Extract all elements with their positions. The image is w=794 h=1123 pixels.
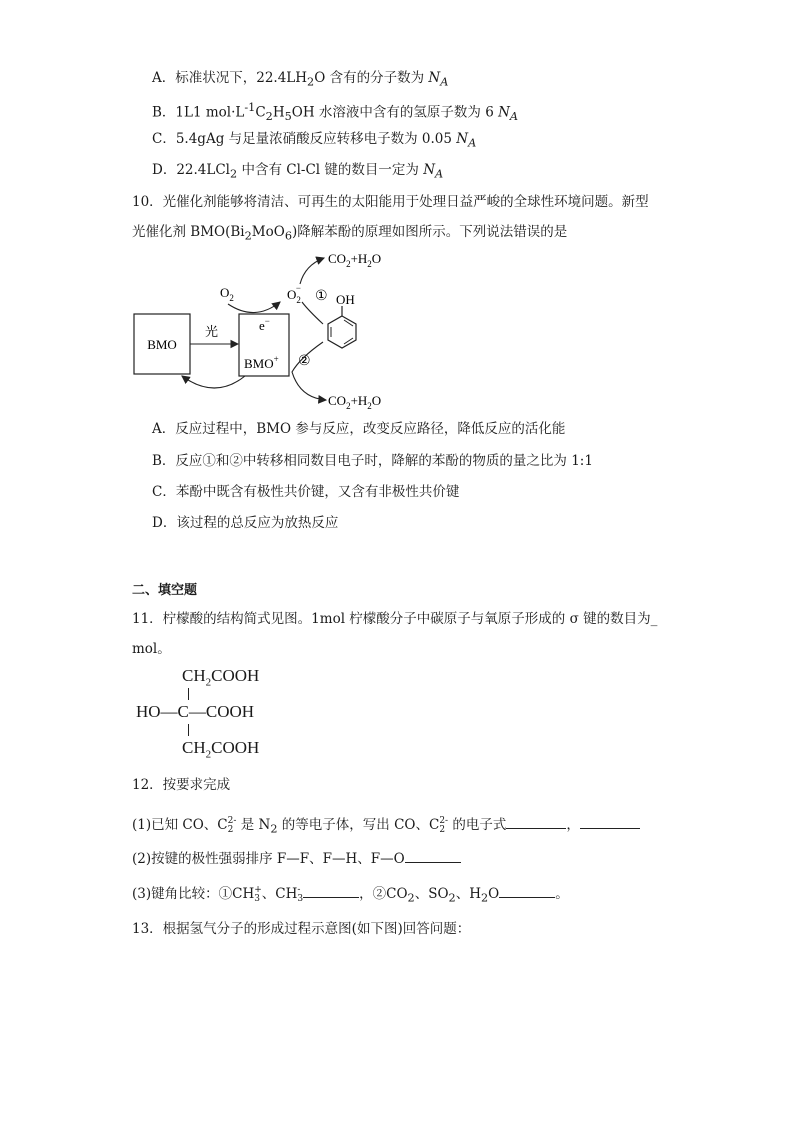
phenol-to-superoxide-curve (302, 302, 323, 324)
answer-blank[interactable] (405, 848, 461, 863)
q12-part1: (1)已知 CO、C 2- 2 是 $N_2$ 的等电子体，写出 CO、C 2- 2 的电子式 ， (132, 814, 640, 839)
q13-stem: 13．根据氢气分子的形成过程示意图(如下图)回答问题： (132, 921, 471, 937)
reaction-1-label: ① (315, 288, 328, 304)
section-heading: 二、填空题 (132, 583, 198, 598)
q10-stem-line2: 光催化剂 $BMO(Bi_2MoO_6)$降解苯酚的原理如图所示。下列说法错误的是 (132, 224, 568, 243)
o2-arrow (228, 302, 280, 313)
reaction-2-label: ② (298, 353, 311, 369)
q10-stem-line1: 10．光催化剂能够将清洁、可再生的太阳能用于处理日益严峻的全球性环境问题。新型 (132, 194, 649, 210)
q9-option-b: B．1L1 $mol\cdot L^{-1}C_2H_5OH$ 水溶液中含有的氢原子数为 6 $N_A$ (152, 101, 519, 124)
electron-label: e− (259, 316, 270, 333)
struct-bottom-group: $CH_2COOH$ (182, 738, 260, 761)
top-product-label: $CO_2+H_2O$ (328, 251, 382, 269)
o2-label: $O_2$ (220, 285, 234, 303)
q12-stem: 12．按要求完成 (132, 777, 231, 793)
q10-option-c: C．苯酚中既含有极性共价键，又含有非极性共价键 (152, 484, 460, 500)
answer-blank[interactable] (499, 883, 555, 898)
bmo-label: BMO (147, 337, 177, 352)
struct-top-group: $CH_2COOH$ (182, 666, 260, 689)
q12-part2: (2)按键的极性强弱排序 F—F、F—H、F—O (132, 848, 461, 868)
q10-option-a: A．反应过程中，BMO 参与反应，改变反应路径，降低反应的活化能 (152, 421, 566, 437)
q11-stem-line2: mol。 (132, 641, 171, 657)
bottom-product-arrow (292, 342, 326, 400)
bottom-product-label: $CO_2+H_2O$ (328, 393, 382, 411)
q10-option-d: D．该过程的总反应为放热反应 (152, 515, 339, 531)
light-label: 光 (205, 324, 219, 339)
q9-option-a: A．标准状况下，$22.4LH_2O$ 含有的分子数为 $N_A$ (152, 70, 449, 89)
q12-part3: (3)键角比较：①CH + 3 、CH - 3 ，$②CO_2$、$SO_2$、$H_2O$ 。 (132, 884, 569, 905)
q10-option-b: B．反应①和②中转移相同数目电子时，降解的苯酚的物质的量之比为 1:1 (152, 453, 593, 469)
answer-blank[interactable] (580, 814, 640, 829)
q9-option-d: D．22.4LCl$_2$ 中含有 Cl-Cl 键的数目一定为 $N_A$ (152, 162, 444, 181)
photocatalysis-diagram (120, 240, 420, 420)
phenol-structure (328, 306, 356, 348)
q9-option-c: C．5.4gAg 与足量浓硝酸反应转移电子数为 0.05 $N_A$ (152, 131, 477, 150)
superoxide-label: $O_2-$ (287, 283, 301, 305)
struct-mid-group: HO—C—COOH (136, 702, 255, 721)
q11-stem-line1: 11．柠檬酸的结构简式见图。1mol 柠檬酸分子中碳原子与氧原子形成的 σ 键的数目为_ (132, 611, 658, 627)
citric-acid-structure (136, 666, 296, 762)
bmo-plus-label: BMO+ (244, 354, 279, 371)
answer-blank[interactable] (506, 814, 566, 829)
top-product-arrow (300, 258, 324, 284)
return-arrow (182, 376, 245, 388)
phenol-oh-label: OH (336, 292, 355, 307)
answer-blank[interactable] (303, 883, 359, 898)
